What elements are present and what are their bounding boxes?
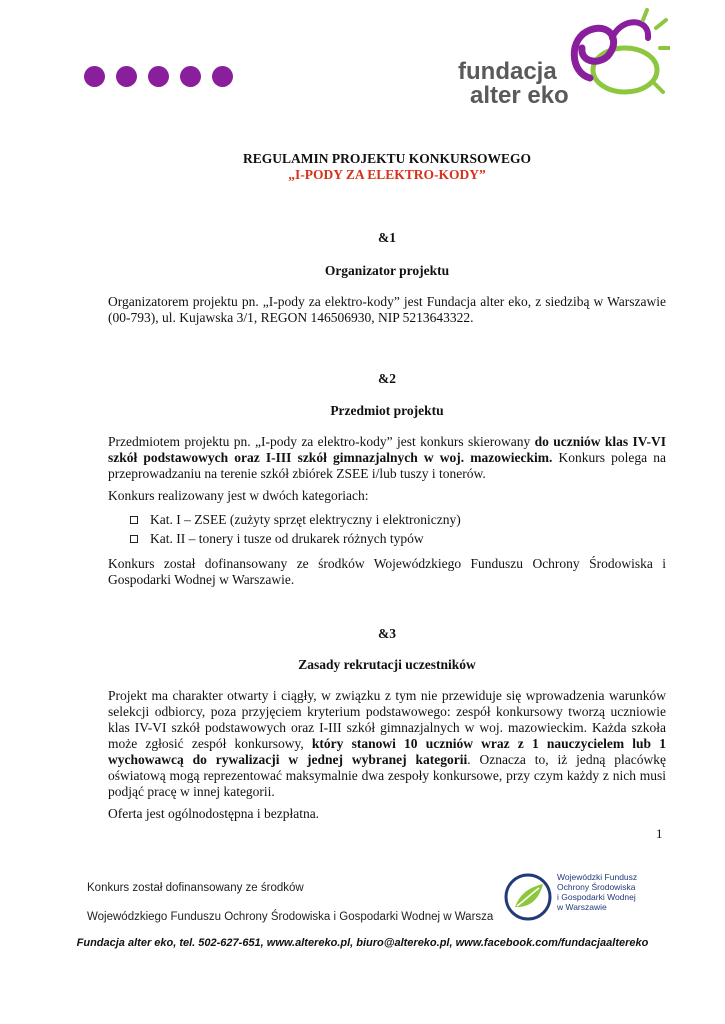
section-2-text-a: Przedmiotem projektu pn. „I-pody za elektro-kody” jest konkurs skierowany [108,434,535,449]
section-1-number: &1 [378,230,396,245]
fund-logo-line-4: w Warszawie [557,902,607,912]
section-2-text-c: Konkurs polega na przeprowadzaniu na terenie szkół zbiórek ZSEE i/lub tuszy i tonerów. [108,450,666,481]
section-2-text-bold: do uczniów klas IV-VI szkół podstawowych oraz I-III szkół gimnazjalnych w woj. mazowieckim. [108,434,666,465]
footer-contact: Fundacja alter eko, tel. 502-627-651, www.altereko.pl, biuro@altereko.pl, www.facebook.com/fundacjaaltereko [76,937,649,949]
footer-line-2: Wojewódzkiego Funduszu Ochrony Środowiska i Gospodarki Wodnej w Warsza [87,911,494,923]
checkbox-bullet-icon [130,516,138,524]
fund-logo-line-2: Ochrony Środowiska [557,882,636,892]
section-3-paragraph-1 [108,688,666,800]
section-3-text-c: . Oznacza to, iż jedną placówkę oświatową mogą reprezentować maksymalnie dwa zespoły konkursowe, przy czym każdy z nich musi podjąć pracę w innej kategorii. [108,752,666,799]
section-3-text-a: Projekt ma charakter otwarty i ciągły, w związku z tym nie przewiduje się wprowadzenia warunków selekcji odbiorcy, poza przyjęciem kryterium podstawowego: zespół konkursowy tworzą uczniowie klas IV-VI szkół podstawowych oraz I-III szkół gimnazjalnych w woj. mazowieckim. Każda szkoła może zgłosić zespół konkursowy, [108,688,666,751]
section-2-paragraph-2: Konkurs realizowany jest w dwóch kategoriach: [108,488,369,503]
fund-leaf-icon [503,872,553,922]
section-1-heading: Organizator projektu [324,263,450,278]
footer-line-1: Konkurs został dofinansowany ze środków [87,882,304,894]
document-title: REGULAMIN PROJEKTU KONKURSOWEGO [242,151,532,166]
section-1-paragraph: Organizatorem projektu pn. „I-pody za elektro-kody” jest Fundacja alter eko, z siedzibą w Warszawie (00-793), ul. Kujawska 3/1, REGON 146506930, NIP 5213643322. [108,294,666,325]
bullet-text: Kat. I – ZSEE (zużyty sprzęt elektryczny i elektroniczny) [150,512,461,527]
bullet-text: Kat. II – tonery i tusze od drukarek różnych typów [150,531,424,546]
dot-3 [148,66,169,87]
fund-logo-line-3: i Gospodarki Wodnej [557,892,636,902]
section-3-number: &3 [378,626,396,641]
logo-line1: fundacja [458,58,557,85]
decorative-dots [84,66,233,87]
wfosigw-logo [503,868,663,926]
dot-4 [180,66,201,87]
document-subtitle: „I-PODY ZA ELEKTRO-KODY” [288,167,486,182]
fundacja-alter-eko-logo [440,8,670,108]
section-2-heading: Przedmiot projektu [330,403,444,418]
dot-5 [212,66,233,87]
dot-2 [116,66,137,87]
bullet-item [130,531,424,547]
page-number: 1 [656,826,663,841]
section-3-heading: Zasady rekrutacji uczestników [298,657,476,672]
fund-logo-line-1: Wojewódzki Fundusz [557,872,638,882]
checkbox-bullet-icon [130,535,138,543]
section-3-paragraph-2: Oferta jest ogólnodostępna i bezpłatna. [108,806,320,821]
section-2-paragraph-3: Konkurs został dofinansowany ze środków Wojewódzkiego Funduszu Ochrony Środowiska i Gospodarki Wodnej w Warszawie. [108,556,666,587]
dot-1 [84,66,105,87]
section-3-text-bold: który stanowi 10 uczniów wraz z 1 nauczycielem lub 1 wychowawcą do rywalizacji w jednej wybranej kategorii [108,736,666,767]
section-2-paragraph-1 [108,434,666,482]
bullet-item [130,512,461,528]
section-2-number: &2 [378,371,396,386]
logo-line2: alter eko [470,82,569,109]
